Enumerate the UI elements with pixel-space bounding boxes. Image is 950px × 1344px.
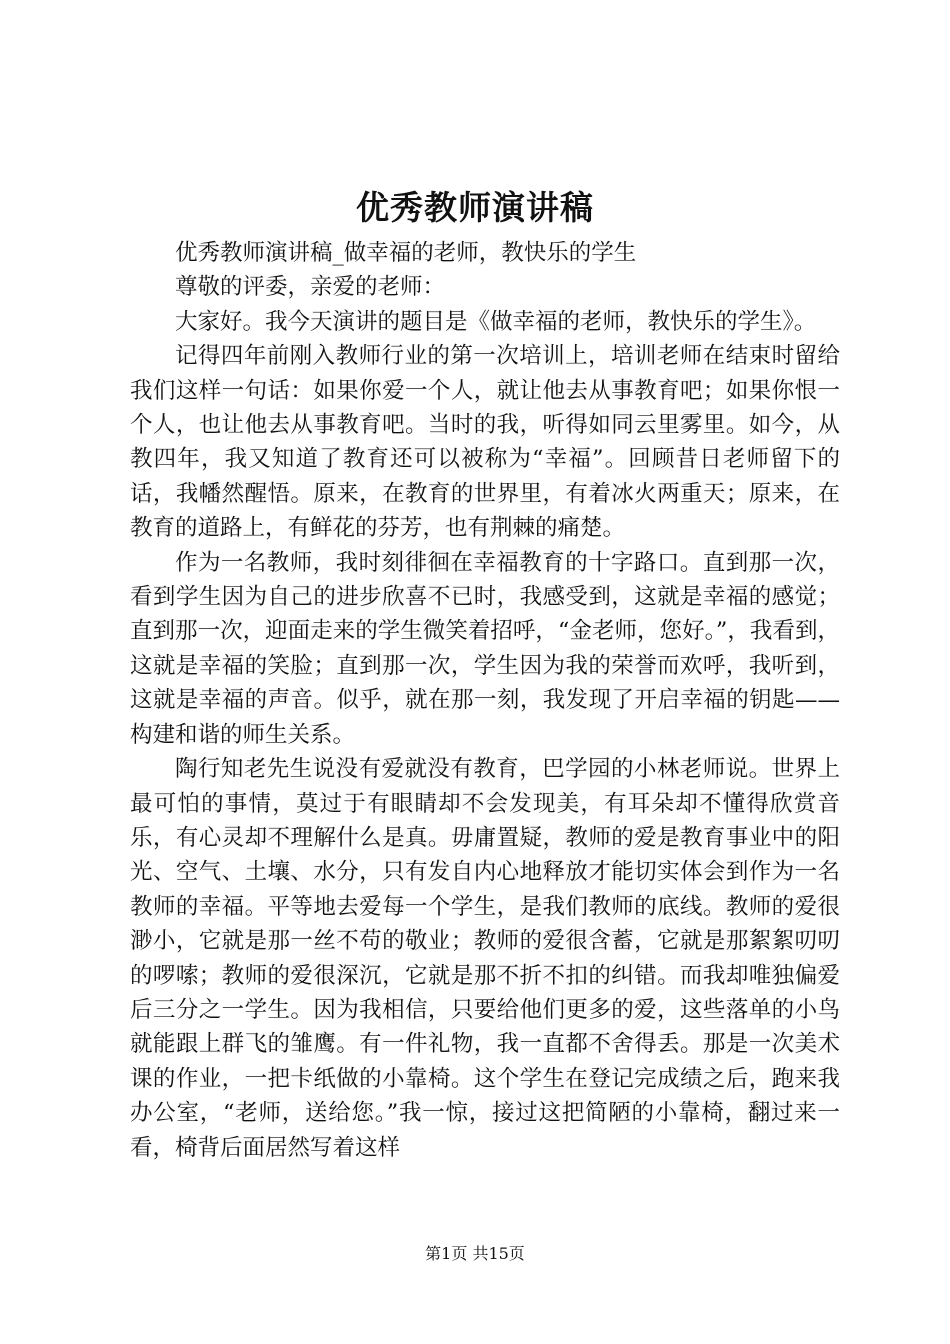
document-title: 优秀教师演讲稿 (356, 188, 594, 227)
paragraph-body: 记得四年前刚入教师行业的第一次培训上，培训老师在结束时留给我们这样一句话：如果你爱一个人，就让他去从事教育吧；如果你恨一个人，也让他去从事教育吧。当时的我，听得如同云里雾里。如今，从教四年，我又知道了教育还可以被称为“幸福”。回顾昔日老师留下的话，我幡然醒悟。原来，在教育的世界里，有着冰火两重天；原来，在教育的道路上，有鲜花的芬芳，也有荆棘的痛楚。 (130, 343, 840, 542)
paragraph-greeting: 大家好。我今天演讲的题目是《做幸福的老师，教快乐的学生》。 (175, 308, 817, 335)
paragraph-body: 陶行知老先生说没有爱就没有教育，巴学园的小林老师说。世界上最可怕的事情，莫过于有眼睛却不会发现美，有耳朵却不懂得欣赏音乐，有心灵却不理解什么是真。毋庸置疑，教师的爱是教育事业中的阳光、空气、土壤、水分，只有发自内心地释放才能切实体会到作为一名教师的幸福。平等地去爱每一个学生，是我们教师的底线。教师的爱很渺小，它就是那一丝不苟的敬业；教师的爱很含蓄，它就是那絮絮叨叨的啰嗦；教师的爱很深沉，它就是那不折不扣的纠错。而我却唯独偏爱后三分之一学生。因为我相信，只要给他们更多的爱，这些落单的小鸟就能跟上群飞的雏鹰。有一件礼物，我一直都不舍得丢。那是一次美术课的作业，一把卡纸做的小靠椅。这个学生在登记完成绩之后，跑来我办公室，“老师，送给您。”我一惊，接过这把简陋的小靠椅，翻过来一看，椅背后面居然写着这样 (130, 756, 840, 1161)
page-number-footer: 第1页 共15页 (425, 1244, 525, 1263)
document-body (130, 236, 840, 1165)
paragraph-body: 作为一名教师，我时刻徘徊在幸福教育的十字路口。直到那一次，看到学生因为自己的进步欣喜不已时，我感受到，这就是幸福的感觉；直到那一次，迎面走来的学生微笑着招呼，“金老师，您好。”，我看到，这就是幸福的笑脸；直到那一次，学生因为我的荣誉而欢呼，我听到，这就是幸福的声音。似乎，就在那一刻，我发现了开启幸福的钥匙——构建和谐的师生关系。 (130, 549, 840, 748)
paragraph-subtitle: 优秀教师演讲稿_做幸福的老师，教快乐的学生 (175, 240, 637, 266)
paragraph-salutation: 尊敬的评委，亲爱的老师： (175, 274, 446, 301)
